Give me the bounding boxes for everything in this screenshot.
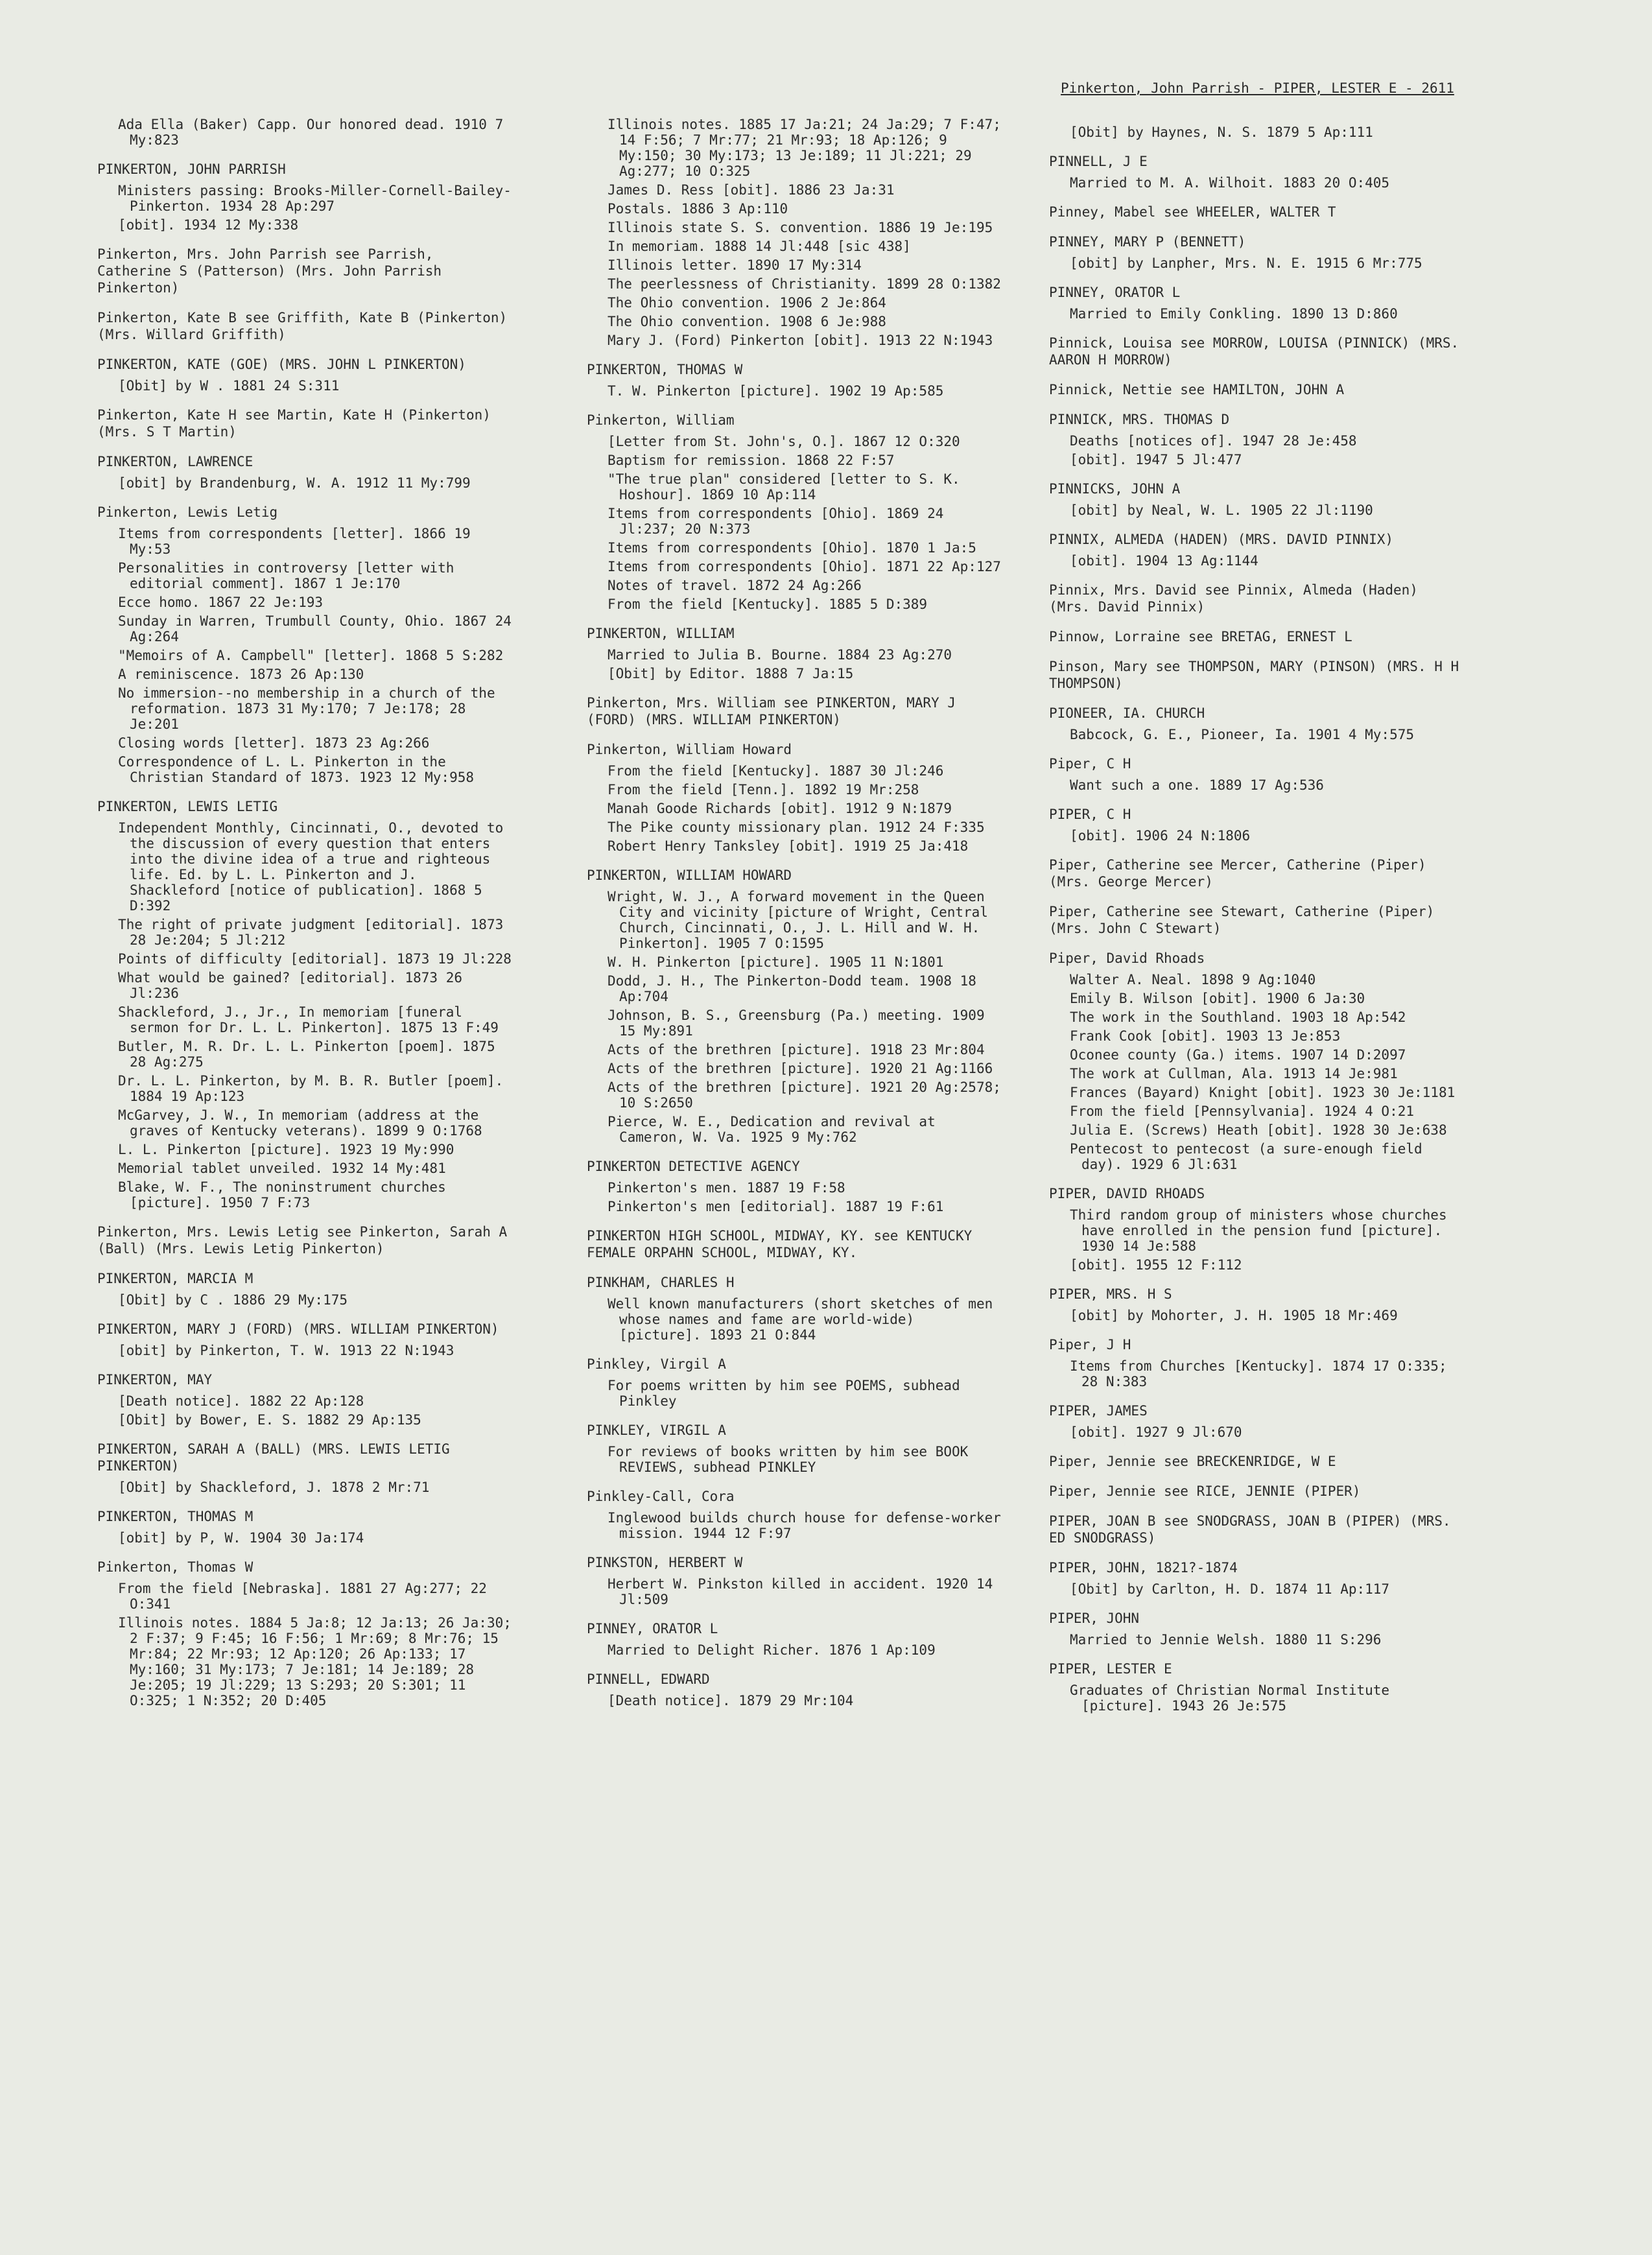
index-entry: [1049, 755, 1464, 793]
entry-heading: PINNICKS, JOHN A: [1049, 481, 1181, 497]
citation-item: Blake, W. F., The noninstrument churches [picture]. 1950 7 F:73: [118, 1179, 446, 1210]
entry-heading: PINKERTON, WILLIAM HOWARD: [587, 868, 792, 883]
entry-heading: PINKHAM, CHARLES H: [587, 1275, 735, 1290]
index-entry: [97, 1508, 512, 1546]
citation-item: The work in the Southland. 1903 18 Ap:542: [1070, 1009, 1406, 1025]
citation-item: Notes of travel. 1872 24 Ag:266: [608, 578, 862, 593]
citation-item: Emily B. Wilson [obit]. 1900 6 Ja:30: [1070, 991, 1365, 1006]
entry-heading: PINNELL, EDWARD: [587, 1671, 710, 1687]
citation-item: Deaths [notices of]. 1947 28 Je:458: [1070, 433, 1357, 449]
entry-heading: Pinney, Mabel see WHEELER, WALTER T: [1049, 204, 1336, 220]
entry-heading: Pinkerton, Mrs. John Parrish see Parrish, Catherine S (Patterson) (Mrs. John Parrish Pinkerton): [97, 246, 442, 296]
entry-heading: PINKERTON HIGH SCHOOL, MIDWAY, KY. see KENTUCKY FEMALE ORPAHN SCHOOL, MIDWAY, KY.: [587, 1228, 973, 1260]
citation-item: Closing words [letter]. 1873 23 Ag:266: [118, 735, 430, 751]
entry-heading: PIPER, JAMES: [1049, 1403, 1148, 1419]
entry-heading: Pinkerton, Kate B see Griffith, Kate B (Pinkerton) (Mrs. Willard Griffith): [97, 310, 508, 342]
citation-item: T. W. Pinkerton [picture]. 1902 19 Ap:585: [608, 383, 944, 399]
entry-heading: PINKERTON DETECTIVE AGENCY: [587, 1159, 800, 1174]
citation-item: From the field [Kentucky]. 1885 5 D:389: [608, 596, 928, 612]
citation-item: [Obit] by Editor. 1888 7 Ja:15: [608, 666, 854, 681]
citation-item: Items from Churches [Kentucky]. 1874 17 O:335; 28 N:383: [1070, 1358, 1447, 1389]
index-entry: [1049, 381, 1464, 398]
index-entry: [1049, 1185, 1464, 1273]
entry-heading: Pinkerton, Thomas W: [97, 1559, 254, 1575]
index-entry: [587, 1554, 1002, 1607]
citation-item: [obit] by P, W. 1904 30 Ja:174: [118, 1530, 364, 1546]
citation-item: Acts of the brethren [picture]. 1918 23 Mr:804: [608, 1042, 985, 1057]
entry-heading: Pinson, Mary see THOMPSON, MARY (PINSON) (MRS. H H THOMPSON): [1049, 659, 1459, 691]
citation-item: Inglewood builds church house for defense-worker mission. 1944 12 F:97: [608, 1510, 1001, 1541]
citation-item: Illinois state S. S. convention. 1886 19 Je:195: [608, 220, 993, 235]
entry-heading: PINKERTON, MAY: [97, 1372, 213, 1387]
citation-item: Dodd, J. H., The Pinkerton-Dodd team. 1908 18 Ap:704: [608, 973, 976, 1004]
index-entry: [1049, 628, 1464, 645]
index-entry: [1049, 856, 1464, 890]
citation-item: Third random group of ministers whose churches have enrolled in the pension fund [picture]. 1930 14 Je:588: [1070, 1207, 1447, 1254]
index-entry: [1049, 124, 1464, 140]
citation-item: Acts of the brethren [picture]. 1920 21 Ag:1166: [608, 1061, 993, 1076]
citation-item: From the field [Kentucky]. 1887 30 Jl:246: [608, 763, 944, 779]
index-entry: [587, 1158, 1002, 1214]
citation-item: Johnson, B. S., Greensburg (Pa.) meeting. 1909 15 My:891: [608, 1008, 985, 1039]
citation-item: Ada Ella (Baker) Capp. Our honored dead. 1910 7 My:823: [118, 117, 504, 148]
entry-heading: PINNELL, J E: [1049, 154, 1148, 169]
citation-item: For poems written by him see POEMS, subhead Pinkley: [608, 1378, 960, 1409]
entry-heading: PINNEY, ORATOR L: [1049, 285, 1181, 300]
entry-heading: Piper, Catherine see Mercer, Catherine (Piper) (Mrs. George Mercer): [1049, 857, 1426, 890]
citation-item: In memoriam. 1888 14 Jl:448 [sic 438]: [608, 239, 911, 254]
index-entry: [1049, 658, 1464, 692]
citation-item: Pierce, W. E., Dedication and revival at Cameron, W. Va. 1925 9 My:762: [608, 1114, 936, 1145]
index-entry: [1049, 335, 1464, 368]
citation-item: Graduates of Christian Normal Institute [picture]. 1943 26 Je:575: [1070, 1682, 1390, 1714]
entry-heading: PIPER, JOHN: [1049, 1611, 1140, 1626]
citation-item: [obit] by Lanpher, Mrs. N. E. 1915 6 Mr:775: [1070, 255, 1422, 271]
entry-heading: PINNICK, MRS. THOMAS D: [1049, 412, 1230, 427]
index-entry: [1049, 1559, 1464, 1597]
citation-item: Ministers passing: Brooks-Miller-Cornell-Bailey-Pinkerton. 1934 28 Ap:297: [118, 183, 512, 214]
entry-heading: PIPER, DAVID RHOADS: [1049, 1186, 1205, 1201]
citation-item: [Obit] by Haynes, N. S. 1879 5 Ap:111: [1070, 124, 1373, 140]
citation-item: What would be gained? [editorial]. 1873 26 Jl:236: [118, 970, 463, 1001]
index-entry: [1049, 1402, 1464, 1440]
index-entry: [1049, 1660, 1464, 1714]
entry-heading: PIPER, JOAN B see SNODGRASS, JOAN B (PIPER) (MRS. ED SNODGRASS): [1049, 1513, 1451, 1546]
citation-item: [obit]. 1906 24 N:1806: [1070, 828, 1251, 844]
citation-item: Independent Monthly, Cincinnati, O., devoted to the discussion of every question that enters into the divine idea of a true and righteous life. Ed. by L. L. Pinkerton and J. Shackleford [notice of publication]. 1868 5 D:392: [118, 820, 504, 914]
index-entry: [1049, 950, 1464, 1172]
index-entry: [587, 694, 1002, 728]
entry-heading: Pinnow, Lorraine see BRETAG, ERNEST L: [1049, 629, 1352, 644]
citation-item: Correspondence of L. L. Pinkerton in the Christian Standard of 1873. 1923 12 My:958: [118, 754, 475, 785]
citation-item: James D. Ress [obit]. 1886 23 Ja:31: [608, 182, 895, 198]
index-entry: [97, 161, 512, 233]
index-entry: [1049, 1610, 1464, 1647]
citation-item: Butler, M. R. Dr. L. L. Pinkerton [poem]. 1875 28 Ag:275: [118, 1039, 495, 1070]
citation-item: Married to Julia B. Bourne. 1884 23 Ag:270: [608, 647, 952, 663]
entry-heading: Pinkerton, Kate H see Martin, Kate H (Pinkerton) (Mrs. S T Martin): [97, 407, 491, 440]
citation-item: Items from correspondents [Ohio]. 1871 22 Ap:127: [608, 559, 1001, 574]
entry-heading: Piper, David Rhoads: [1049, 950, 1205, 966]
entry-heading: Piper, C H: [1049, 756, 1131, 772]
index-entry: [587, 1488, 1002, 1541]
citation-item: Mary J. (Ford) Pinkerton [obit]. 1913 22 N:1943: [608, 333, 993, 348]
entry-heading: PINKERTON, SARAH A (BALL) (MRS. LEWIS LETIG PINKERTON): [97, 1441, 450, 1474]
citation-item: Herbert W. Pinkston killed in accident. 1920 14 Jl:509: [608, 1576, 993, 1607]
citation-item: [Obit] by Carlton, H. D. 1874 11 Ap:117: [1070, 1581, 1390, 1597]
citation-item: [obit] by Neal, W. L. 1905 22 Jl:1190: [1070, 502, 1373, 518]
citation-item: Married to Emily Conkling. 1890 13 D:860: [1070, 306, 1398, 322]
index-entry: [1049, 153, 1464, 191]
citation-item: No immersion--no membership in a church of the reformation. 1873 31 My:170; 7 Je:178; 28 Je:201: [118, 685, 495, 732]
entry-heading: Pinnix, Mrs. David see Pinnix, Almeda (Haden) (Mrs. David Pinnix): [1049, 582, 1418, 615]
citation-item: Married to Jennie Welsh. 1880 11 S:296: [1070, 1632, 1382, 1647]
entry-heading: Pinkerton, Mrs. Lewis Letig see Pinkerton, Sarah A (Ball) (Mrs. Lewis Letig Pinkerton): [97, 1224, 508, 1257]
entry-heading: Pinkerton, Mrs. William see PINKERTON, MARY J (FORD) (MRS. WILLIAM PINKERTON): [587, 695, 956, 727]
entry-heading: PINKLEY, VIRGIL A: [587, 1423, 726, 1438]
entry-heading: Pinkley-Call, Cora: [587, 1489, 735, 1504]
index-entry: [97, 453, 512, 491]
index-entry: [587, 117, 1002, 348]
entry-heading: PIPER, C H: [1049, 807, 1131, 822]
citation-item: Items from correspondents [letter]. 1866 19 My:53: [118, 526, 471, 557]
citation-item: Well known manufacturers (short sketches of men whose names and fame are world-wide) [picture]. 1893 21 O:844: [608, 1296, 993, 1343]
index-entry: [97, 246, 512, 296]
entry-heading: PINKERTON, JOHN PARRISH: [97, 161, 286, 177]
citation-item: McGarvey, J. W., In memoriam (address at the graves of Kentucky veterans). 1899 9 O:1768: [118, 1107, 482, 1139]
index-entry: [587, 1274, 1002, 1343]
citation-item: The Ohio convention. 1906 2 Je:864: [608, 295, 886, 311]
index-entry: [587, 867, 1002, 1145]
citation-item: Married to Delight Richer. 1876 1 Ap:109: [608, 1642, 936, 1658]
citation-item: Sunday in Warren, Trumbull County, Ohio. 1867 24 Ag:264: [118, 613, 512, 644]
entry-heading: Pinnick, Nettie see HAMILTON, JOHN A: [1049, 382, 1345, 397]
index-entry: [1049, 1483, 1464, 1500]
index-entry: [1049, 903, 1464, 937]
citation-item: A reminiscence. 1873 26 Ap:130: [118, 667, 364, 682]
citation-item: [obit]. 1927 9 Jl:670: [1070, 1424, 1242, 1440]
citation-item: The right of private judgment [editorial]. 1873 28 Je:204; 5 Jl:212: [118, 917, 504, 948]
citation-item: Pentecost to pentecost (a sure-enough field day). 1929 6 Jl:631: [1070, 1141, 1422, 1172]
citation-item: The peerlessness of Christianity. 1899 28 O:1382: [608, 276, 1001, 292]
entry-heading: Pinkerton, William: [587, 412, 735, 428]
citation-item: Babcock, G. E., Pioneer, Ia. 1901 4 My:575: [1070, 727, 1415, 742]
citation-item: [obit] by Pinkerton, T. W. 1913 22 N:1943: [118, 1343, 454, 1358]
entry-heading: PINKERTON, MARY J (FORD) (MRS. WILLIAM PINKERTON): [97, 1321, 499, 1337]
entry-heading: PINKERTON, WILLIAM: [587, 626, 735, 641]
citation-item: Postals. 1886 3 Ap:110: [608, 201, 788, 217]
citation-item: Memorial tablet unveiled. 1932 14 My:481: [118, 1161, 446, 1176]
index-entry: [587, 361, 1002, 399]
citation-item: Shackleford, J., Jr., In memoriam [funeral sermon for Dr. L. L. Pinkerton]. 1875 13 F:49: [118, 1004, 499, 1035]
index-entry: [97, 1559, 512, 1708]
citation-item: From the field [Tenn.]. 1892 19 Mr:258: [608, 782, 919, 797]
column-2: [587, 117, 1002, 1721]
citation-item: [obit]. 1904 13 Ag:1144: [1070, 553, 1258, 569]
index-entry: [97, 1371, 512, 1428]
citation-item: Baptism for remission. 1868 22 F:57: [608, 453, 895, 468]
index-entry: [1049, 806, 1464, 844]
entry-heading: PIPER, MRS. H S: [1049, 1286, 1172, 1302]
citation-item: [Obit] by W . 1881 24 S:311: [118, 378, 340, 394]
citation-item: [Letter from St. John's, O.]. 1867 12 O:320: [608, 434, 960, 449]
index-entry: [97, 117, 512, 148]
index-entry: [587, 1422, 1002, 1475]
citation-item: [Obit] by Shackleford, J. 1878 2 Mr:71: [118, 1480, 430, 1495]
index-entry: [1049, 204, 1464, 220]
citation-item: Items from correspondents [Ohio]. 1870 1 Ja:5: [608, 540, 976, 556]
entry-heading: PINNIX, ALMEDA (HADEN) (MRS. DAVID PINNIX): [1049, 532, 1394, 547]
citation-item: Pinkerton's men. 1887 19 F:58: [608, 1180, 845, 1196]
entry-heading: PINKSTON, HERBERT W: [587, 1555, 743, 1570]
index-entry: [587, 1356, 1002, 1409]
citation-item: The Ohio convention. 1908 6 Je:988: [608, 314, 886, 329]
citation-item: The Pike county missionary plan. 1912 24 F:335: [608, 820, 985, 835]
citation-item: Illinois notes. 1884 5 Ja:8; 12 Ja:13; 26 Ja:30; 2 F:37; 9 F:45; 16 F:56; 1 Mr:69; 8 Mr:76; 15 Mr:84; 22 Mr:93; 12 Ap:120; 26 Ap:133; 17 My:160; 31 My:173; 7 Je:181; 14 Je:189; 28 Je:205; 19 Jl:229; 13 S:293; 20 S:301; 11 O:325; 1 N:352; 20 D:405: [118, 1615, 512, 1708]
index-entry: [97, 356, 512, 394]
index-entry: [1049, 705, 1464, 742]
index-entry: [1049, 1336, 1464, 1389]
citation-item: "The true plan" considered [letter to S. K. Hoshour]. 1869 10 Ap:114: [608, 471, 960, 502]
citation-item: Personalities in controversy [letter with editorial comment]. 1867 1 Je:170: [118, 560, 454, 591]
citation-item: Want such a one. 1889 17 Ag:536: [1070, 777, 1324, 793]
entry-heading: PINNEY, MARY P (BENNETT): [1049, 234, 1246, 250]
index-entry: [1049, 531, 1464, 569]
index-entry: [1049, 1453, 1464, 1470]
citation-item: Illinois letter. 1890 17 My:314: [608, 257, 862, 273]
entry-heading: Piper, Jennie see BRECKENRIDGE, W E: [1049, 1454, 1336, 1469]
entry-heading: PIONEER, IA. CHURCH: [1049, 705, 1205, 721]
citation-item: Acts of the brethren [picture]. 1921 20 Ag:2578; 10 S:2650: [608, 1080, 1001, 1111]
index-entry: [1049, 480, 1464, 518]
entry-heading: Pinkley, Virgil A: [587, 1356, 726, 1372]
citation-item: Manah Goode Richards [obit]. 1912 9 N:1879: [608, 801, 952, 816]
index-entry: [97, 1441, 512, 1495]
citation-item: Walter A. Neal. 1898 9 Ag:1040: [1070, 972, 1316, 987]
entry-heading: Piper, Jennie see RICE, JENNIE (PIPER): [1049, 1483, 1361, 1499]
entry-heading: PINKERTON, THOMAS W: [587, 362, 743, 377]
entry-heading: PINKERTON, MARCIA M: [97, 1271, 254, 1286]
index-entry: [587, 741, 1002, 854]
column-3: [1049, 124, 1464, 1727]
citation-item: The work at Cullman, Ala. 1913 14 Je:981: [1070, 1066, 1398, 1081]
citation-item: [obit]. 1947 5 Jl:477: [1070, 452, 1242, 467]
citation-item: Pinkerton's men [editorial]. 1887 19 F:61: [608, 1199, 944, 1214]
entry-heading: Piper, Catherine see Stewart, Catherine (Piper) (Mrs. John C Stewart): [1049, 904, 1435, 936]
citation-item: Robert Henry Tanksley [obit]. 1919 25 Ja:418: [608, 838, 969, 854]
index-entry: [1049, 1286, 1464, 1323]
citation-item: Items from correspondents [Ohio]. 1869 24 Jl:237; 20 N:373: [608, 506, 944, 537]
citation-item: Married to M. A. Wilhoit. 1883 20 O:405: [1070, 175, 1390, 191]
citation-item: For reviews of books written by him see BOOK REVIEWS, subhead PINKLEY: [608, 1444, 969, 1475]
entry-heading: PIPER, LESTER E: [1049, 1661, 1172, 1677]
entry-heading: PINKERTON, KATE (GOE) (MRS. JOHN L PINKERTON): [97, 357, 466, 372]
citation-item: [obit]. 1955 12 F:112: [1070, 1257, 1242, 1273]
index-entry: [97, 1223, 512, 1257]
citation-item: Wright, W. J., A forward movement in the Queen City and vicinity [picture of Wright, Central Church, Cincinnati, O., J. L. Hill and W. H. Pinkerton]. 1905 7 O:1595: [608, 889, 988, 951]
citation-item: Dr. L. L. Pinkerton, by M. B. R. Butler [poem]. 1884 19 Ap:123: [118, 1073, 504, 1104]
entry-heading: PINKERTON, LAWRENCE: [97, 454, 254, 469]
citation-item: Julia E. (Screws) Heath [obit]. 1928 30 Je:638: [1070, 1122, 1447, 1138]
index-entry: [1049, 1513, 1464, 1546]
index-entry: [97, 798, 512, 1210]
index-entry: [97, 504, 512, 785]
citation-item: Frank Cook [obit]. 1903 13 Je:853: [1070, 1028, 1341, 1044]
running-head: Pinkerton, John Parrish - PIPER, LESTER E - 2611: [1061, 80, 1454, 96]
citation-item: "Memoirs of A. Campbell" [letter]. 1868 5 S:282: [118, 648, 504, 663]
index-entry: [97, 407, 512, 440]
entry-heading: Pinnick, Louisa see MORROW, LOUISA (PINNICK) (MRS. AARON H MORROW): [1049, 335, 1459, 368]
citation-item: [Obit] by C . 1886 29 My:175: [118, 1292, 348, 1308]
entry-heading: PINKERTON, LEWIS LETIG: [97, 799, 278, 814]
index-entry: [587, 412, 1002, 612]
index-entry: [97, 309, 512, 343]
index-entry: [587, 1227, 1002, 1261]
entry-heading: PINNEY, ORATOR L: [587, 1621, 718, 1636]
citation-item: [Death notice]. 1879 29 Mr:104: [608, 1693, 854, 1708]
citation-item: From the field [Pennsylvania]. 1924 4 O:21: [1070, 1104, 1415, 1119]
index-entry: [587, 1620, 1002, 1658]
citation-item: Illinois notes. 1885 17 Ja:21; 24 Ja:29; 7 F:47; 14 F:56; 7 Mr:77; 21 Mr:93; 18 Ap:126; 9 My:150; 30 My:173; 13 Je:189; 11 Jl:221; 29 Ag:277; 10 O:325: [608, 117, 1001, 179]
citation-item: Frances (Bayard) Knight [obit]. 1923 30 Je:1181: [1070, 1085, 1456, 1100]
citation-item: [Obit] by Bower, E. S. 1882 29 Ap:135: [118, 1412, 421, 1428]
citation-item: Oconee county (Ga.) items. 1907 14 D:2097: [1070, 1047, 1406, 1063]
index-entry: [97, 1270, 512, 1308]
index-entry: [587, 625, 1002, 681]
index-entry: [1049, 411, 1464, 467]
citation-item: W. H. Pinkerton [picture]. 1905 11 N:1801: [608, 954, 944, 970]
index-entry: [1049, 284, 1464, 322]
citation-item: Points of difficulty [editorial]. 1873 19 Jl:228: [118, 951, 512, 967]
citation-item: Ecce homo. 1867 22 Je:193: [118, 595, 324, 610]
entry-heading: PINKERTON, THOMAS M: [97, 1509, 254, 1524]
citation-item: [Death notice]. 1882 22 Ap:128: [118, 1393, 364, 1409]
entry-heading: Piper, J H: [1049, 1337, 1131, 1352]
citation-item: [obit] by Brandenburg, W. A. 1912 11 My:799: [118, 475, 471, 491]
index-entry: [97, 1321, 512, 1358]
entry-heading: Pinkerton, William Howard: [587, 742, 792, 757]
index-entry: [587, 1671, 1002, 1708]
index-entry: [1049, 582, 1464, 615]
citation-item: [obit] by Mohorter, J. H. 1905 18 Mr:469: [1070, 1308, 1398, 1323]
column-1: [97, 117, 512, 1721]
citation-item: L. L. Pinkerton [picture]. 1923 19 My:990: [118, 1142, 454, 1157]
entry-heading: PIPER, JOHN, 1821?-1874: [1049, 1560, 1238, 1576]
citation-item: From the field [Nebraska]. 1881 27 Ag:277; 22 O:341: [118, 1581, 487, 1612]
citation-item: [obit]. 1934 12 My:338: [118, 217, 299, 233]
index-entry: [1049, 233, 1464, 271]
entry-heading: Pinkerton, Lewis Letig: [97, 504, 278, 520]
